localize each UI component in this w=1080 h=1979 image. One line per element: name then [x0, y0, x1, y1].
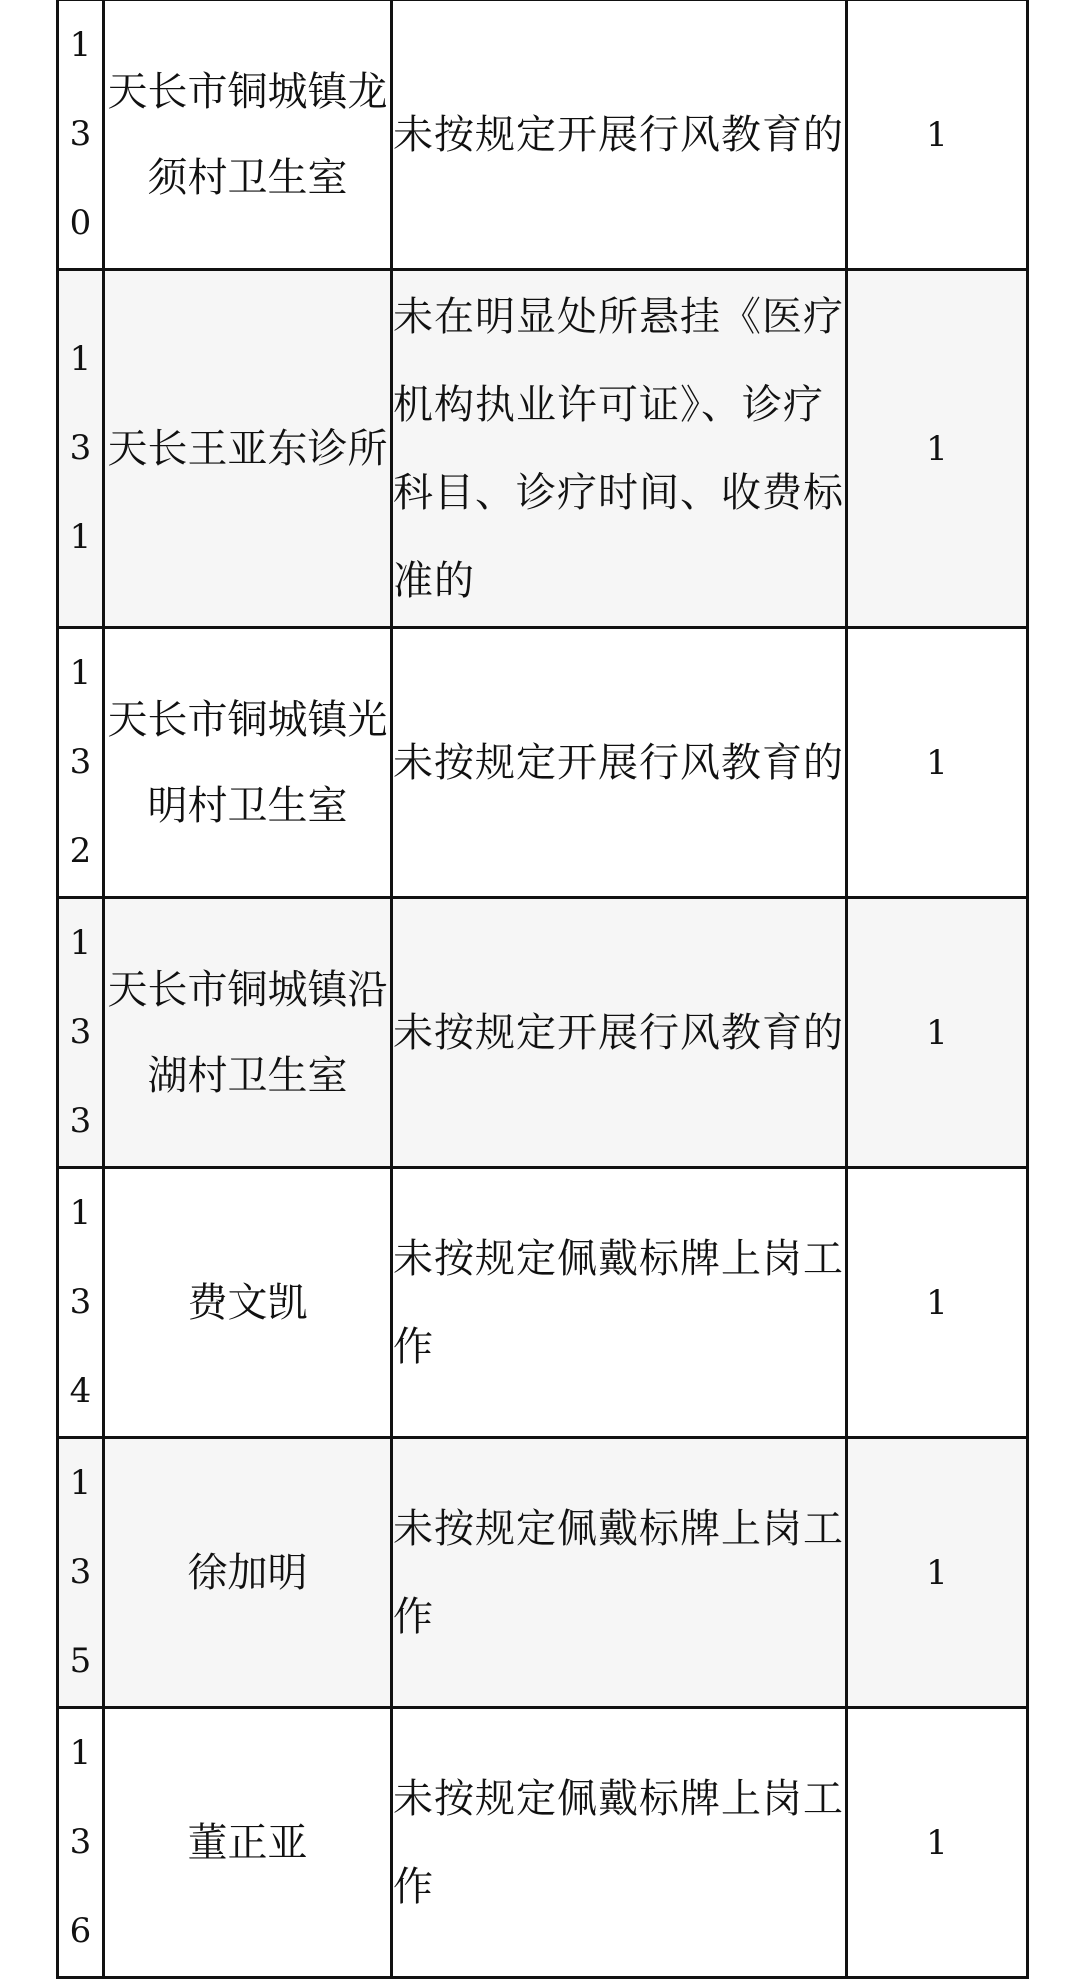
records-table: [56, 0, 1029, 1979]
entity-name: 费文凯: [104, 1168, 392, 1438]
row-number-digit: 6: [69, 1911, 92, 1951]
violation-count: 1: [847, 0, 1028, 270]
row-number: [58, 1168, 104, 1438]
row-number-digit: 1: [69, 1463, 92, 1503]
entity-name: 天长市铜城镇龙须村卫生室: [104, 0, 392, 270]
row-number-digit: 1: [69, 1733, 92, 1773]
row-number-digit: 3: [69, 1282, 92, 1322]
table-row: [58, 1168, 1028, 1438]
violation-description: 未按规定开展行风教育的: [392, 898, 847, 1168]
entity-name: 天长王亚东诊所: [104, 270, 392, 628]
violation-count: 1: [847, 1168, 1028, 1438]
row-number-digit: 1: [69, 517, 92, 557]
row-number-digit: 1: [69, 25, 92, 65]
table-row: [58, 898, 1028, 1168]
violation-description: 未按规定佩戴标牌上岗工作: [392, 1438, 847, 1708]
row-number-digit: 3: [69, 114, 92, 154]
entity-name: 董正亚: [104, 1708, 392, 1978]
row-number-digit: 3: [69, 428, 92, 468]
violation-description: 未按规定开展行风教育的: [392, 628, 847, 898]
row-number: [58, 628, 104, 898]
violation-count: 1: [847, 270, 1028, 628]
table-row: [58, 1708, 1028, 1978]
row-number-digit: 4: [69, 1371, 92, 1411]
row-number: [58, 1708, 104, 1978]
entity-name: 天长市铜城镇沿湖村卫生室: [104, 898, 392, 1168]
violation-count: 1: [847, 898, 1028, 1168]
row-number-digit: 1: [69, 923, 92, 963]
row-number: [58, 270, 104, 628]
violation-count: 1: [847, 1438, 1028, 1708]
entity-name: 徐加明: [104, 1438, 392, 1708]
row-number: [58, 1438, 104, 1708]
violation-description: 未按规定开展行风教育的: [392, 0, 847, 270]
row-number: [58, 898, 104, 1168]
row-number-digit: 5: [69, 1641, 92, 1681]
row-number-digit: 3: [69, 1552, 92, 1592]
table-row: [58, 1438, 1028, 1708]
table-row: [58, 0, 1028, 270]
entity-name: 天长市铜城镇光明村卫生室: [104, 628, 392, 898]
row-number-digit: 3: [69, 1012, 92, 1052]
violation-count: 1: [847, 1708, 1028, 1978]
table-row: [58, 270, 1028, 628]
row-number-digit: 1: [69, 653, 92, 693]
row-number-digit: 1: [69, 1193, 92, 1233]
row-number-digit: 3: [69, 1101, 92, 1141]
records-table-body: [58, 0, 1028, 1978]
row-number-digit: 1: [69, 339, 92, 379]
table-row: [58, 628, 1028, 898]
row-number-digit: 2: [69, 831, 92, 871]
violation-description: 未按规定佩戴标牌上岗工作: [392, 1708, 847, 1978]
violation-description: 未按规定佩戴标牌上岗工作: [392, 1168, 847, 1438]
violation-count: 1: [847, 628, 1028, 898]
row-number: [58, 0, 104, 270]
row-number-digit: 3: [69, 742, 92, 782]
violation-description: 未在明显处所悬挂《医疗机构执业许可证》、诊疗科目、诊疗时间、收费标准的: [392, 270, 847, 628]
row-number-digit: 0: [69, 203, 92, 243]
row-number-digit: 3: [69, 1822, 92, 1862]
